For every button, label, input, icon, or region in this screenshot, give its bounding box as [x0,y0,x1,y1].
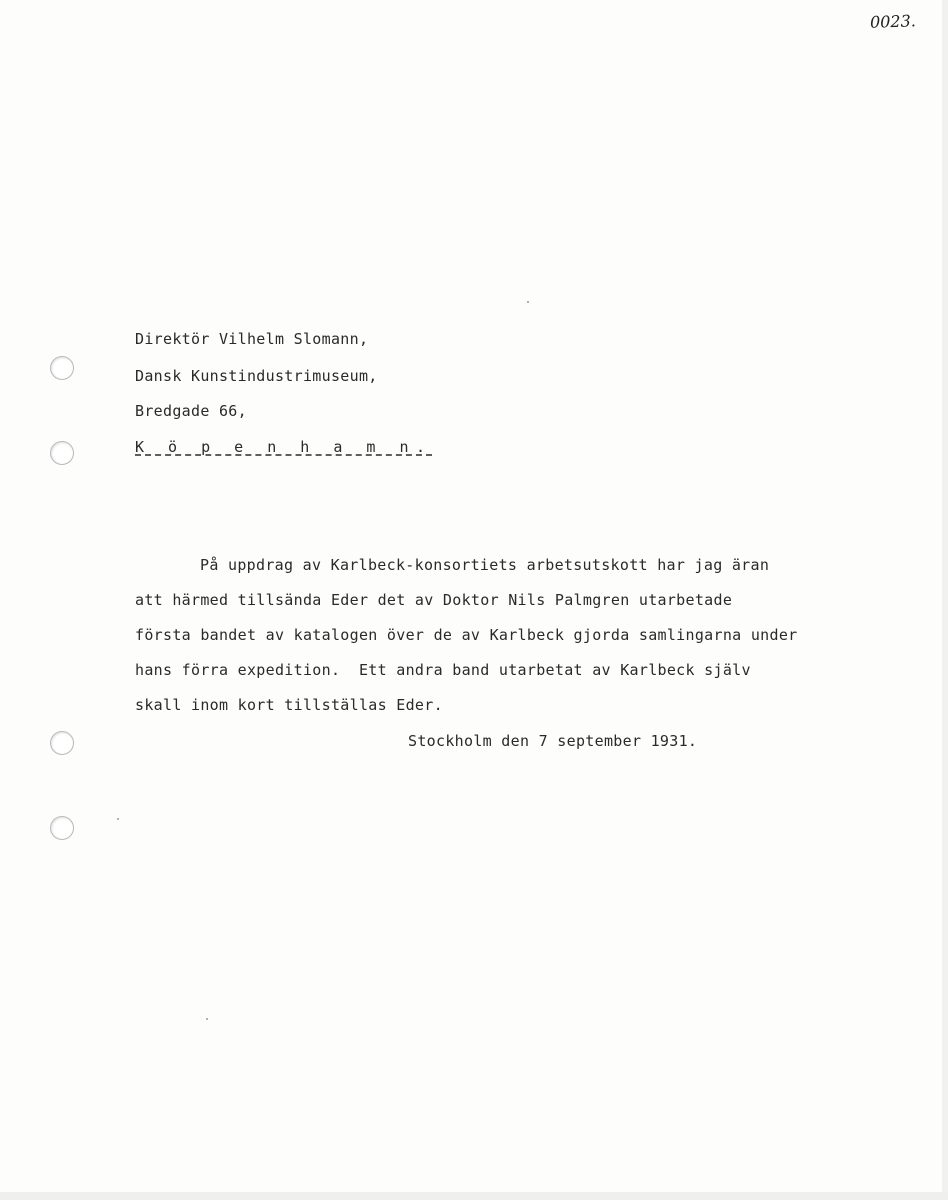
body-line: På uppdrag av Karlbeck-konsortiets arbetsutskott har jag äran [200,556,770,574]
body-line: första bandet av katalogen över de av Karlbeck gjorda samlingarna under [135,626,798,644]
punch-hole [50,816,74,840]
address-institution-line: Dansk Kunstindustrimuseum, [135,367,378,385]
punch-hole [50,356,74,380]
body-line: hans förra expedition. Ett andra band utarbetat av Karlbeck själv [135,661,751,679]
body-line: att härmed tillsända Eder det av Doktor Nils Palmgren utarbetade [135,591,733,609]
body-line: skall inom kort tillställas Eder. [135,696,443,714]
sheet-edge [942,0,948,1200]
address-street-line: Bredgade 66, [135,402,247,420]
address-recipient-line: Direktör Vilhelm Slomann, [135,330,369,348]
scan-speck [117,818,119,820]
address-city-line: K ö p e n h a m n. [135,438,433,456]
scan-speck [527,301,529,303]
folio-number: 0023. [869,11,917,32]
dateline: Stockholm den 7 september 1931. [408,732,698,750]
punch-hole [50,441,74,465]
sheet-edge-bottom [0,1192,948,1200]
punch-hole [50,731,74,755]
scan-speck [206,1018,208,1020]
